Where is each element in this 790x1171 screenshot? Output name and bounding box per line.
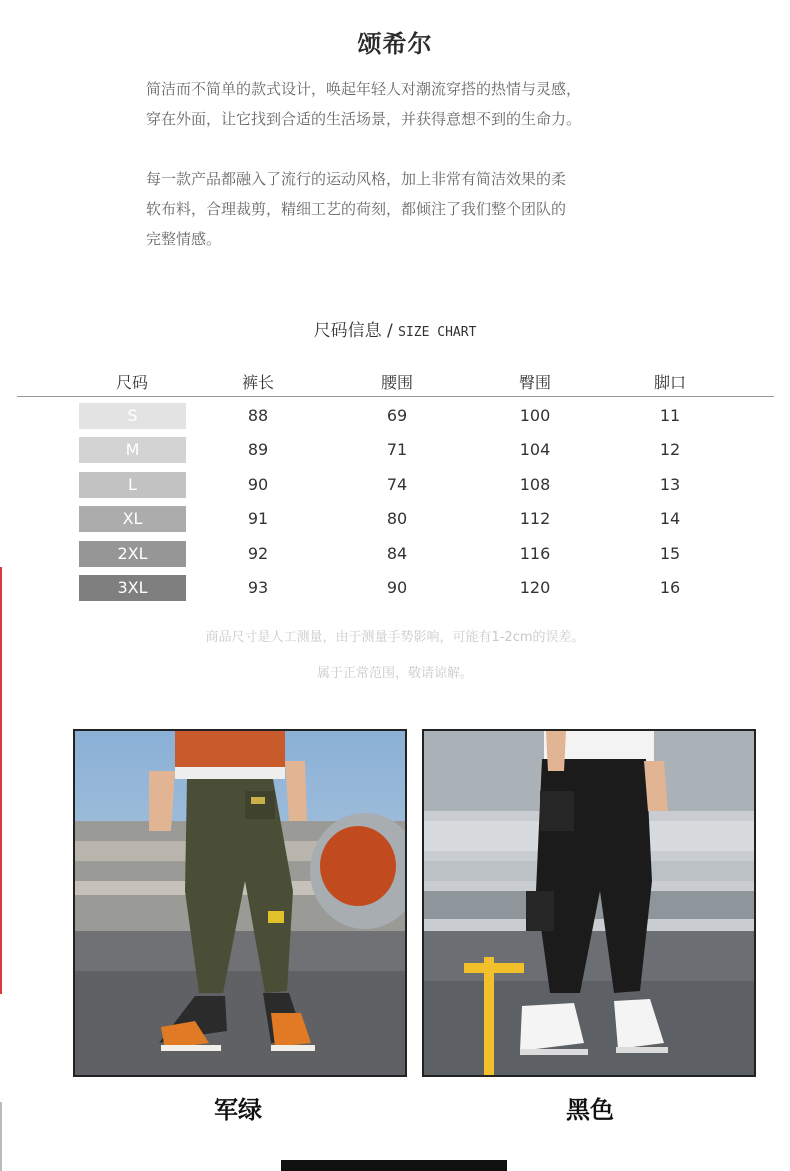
product-photo-black bbox=[422, 729, 756, 1077]
product-photo-army-green bbox=[73, 729, 407, 1077]
black-pants-image bbox=[424, 731, 754, 1075]
header-size: 尺码 bbox=[115, 373, 148, 392]
header-waist: 腰围 bbox=[380, 373, 413, 392]
cell-hip: 108 bbox=[519, 474, 551, 494]
size-badge: M bbox=[79, 437, 186, 463]
intro-line: 软布料，合理裁剪，精细工艺的荷刻，都倾注了我们整个团队的 bbox=[146, 200, 567, 218]
cell-hip: 116 bbox=[519, 543, 551, 563]
intro-paragraph-2 bbox=[146, 164, 566, 254]
header-length: 裤长 bbox=[241, 373, 274, 392]
brand-title: 颂希尔 bbox=[357, 30, 433, 58]
size-chart-title bbox=[0, 316, 790, 341]
size-row bbox=[0, 435, 790, 465]
size-row bbox=[0, 470, 790, 500]
caption-army-green: 军绿 bbox=[214, 1096, 262, 1124]
size-chart-title-cn: 尺码信息 / bbox=[313, 321, 393, 341]
cell-length: 89 bbox=[247, 440, 269, 460]
cell-waist: 71 bbox=[386, 440, 408, 460]
cell-length: 91 bbox=[247, 509, 269, 529]
cell-length: 92 bbox=[247, 543, 269, 563]
intro-line: 穿在外面，让它找到合适的生活场景，并获得意想不到的生命力。 bbox=[146, 110, 582, 128]
cell-hem: 12 bbox=[659, 440, 681, 460]
size-badge: XL bbox=[79, 506, 186, 532]
cell-length: 93 bbox=[247, 578, 269, 597]
cell-hip: 104 bbox=[519, 440, 551, 460]
cell-hem: 11 bbox=[659, 406, 681, 425]
cell-hip: 120 bbox=[519, 578, 551, 597]
army-green-pants-image bbox=[75, 731, 405, 1075]
size-badge: S bbox=[79, 403, 186, 429]
cell-waist: 69 bbox=[386, 406, 408, 425]
cell-waist: 90 bbox=[386, 578, 408, 597]
size-chart-title-en: SIZE CHART bbox=[398, 325, 477, 340]
cell-waist: 84 bbox=[386, 543, 408, 563]
intro-line: 每一款产品都融入了流行的运动风格，加上非常有简洁效果的柔 bbox=[146, 170, 567, 188]
intro-paragraph-1 bbox=[146, 74, 581, 134]
cell-hem: 13 bbox=[659, 474, 681, 494]
cell-waist: 80 bbox=[386, 509, 408, 529]
header-divider bbox=[17, 396, 774, 397]
size-badge: 2XL bbox=[79, 541, 186, 567]
measure-note-2: 属于正常范围，敬请谅解。 bbox=[316, 666, 473, 681]
cell-hip: 112 bbox=[519, 509, 551, 529]
cell-length: 88 bbox=[247, 406, 269, 425]
intro-line: 完整情感。 bbox=[146, 230, 222, 248]
cell-hem: 16 bbox=[659, 578, 681, 597]
cell-waist: 74 bbox=[386, 474, 408, 494]
size-row bbox=[0, 401, 790, 431]
measure-note-1: 商品尺寸是人工测量，由于测量手势影响，可能有1-2cm的误差。 bbox=[205, 630, 585, 645]
intro-line: 简洁而不简单的款式设计，唤起年轻人对潮流穿搭的热情与灵感， bbox=[146, 80, 582, 98]
size-row bbox=[0, 539, 790, 569]
header-hip: 臀围 bbox=[518, 373, 551, 392]
left-gray-bar bbox=[0, 1102, 2, 1171]
cell-hem: 14 bbox=[659, 509, 681, 529]
cell-length: 90 bbox=[247, 474, 269, 494]
size-row bbox=[0, 573, 790, 603]
size-row bbox=[0, 504, 790, 534]
bottom-black-bar bbox=[281, 1160, 507, 1171]
cell-hem: 15 bbox=[659, 543, 681, 563]
caption-black: 黑色 bbox=[566, 1096, 614, 1124]
cell-hip: 100 bbox=[519, 406, 551, 425]
size-badge: 3XL bbox=[79, 575, 186, 601]
header-hem: 脚口 bbox=[653, 373, 686, 392]
size-badge: L bbox=[79, 472, 186, 498]
